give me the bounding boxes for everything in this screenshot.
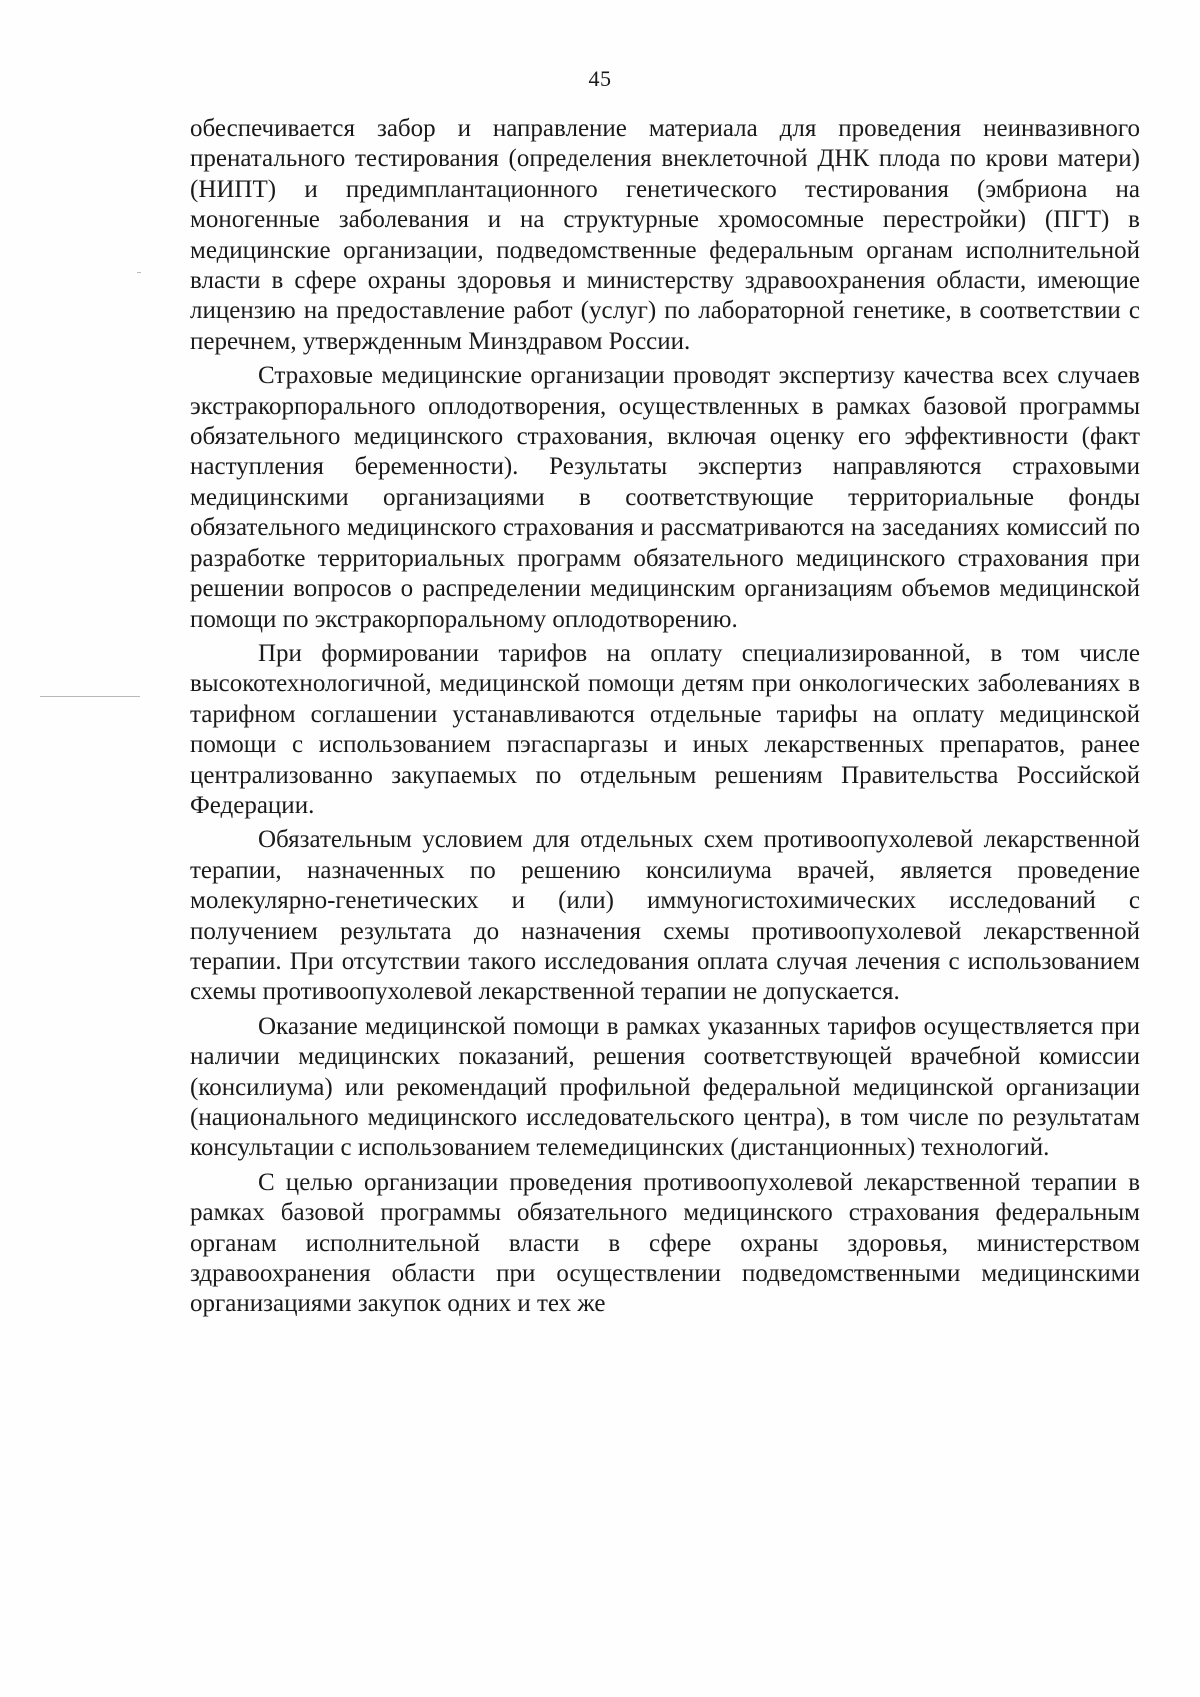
paragraph-procurement-therapy: С целью организации проведения противоопухолевой лекарственной терапии в рамках базовой программы обязательного медицинского страхования федеральным органам исполнительной власти в сфере охраны здоровья, министерством здравоохранения области при осуществлении подведомственными медицинскими организациями закупок одних и тех же xyxy=(190,1168,1140,1318)
paragraph-mandatory-molecular-testing: Обязательным условием для отдельных схем противоопухолевой лекарственной терапии, назначенных по решению консилиума врачей, является проведение молекулярно-генетических и (или) иммуногистохимических исследований с получением результата до назначения схемы противоопухолевой лекарственной терапии. При отсутствии такого исследования оплата случая лечения с использованием схемы противоопухолевой лекарственной терапии не допускается. xyxy=(190,826,1140,1006)
scan-artifact-dot xyxy=(137,272,141,273)
page-number: 45 xyxy=(588,66,612,91)
paragraph-tariffs-children-oncology: При формировании тарифов на оплату специализированной, в том числе высокотехнологичной, медицинской помощи детям при онкологических заболеваниях в тарифном соглашении устанавливаются отдельные тарифы на оплату медицинской помощи с использованием пэгаспаргазы и иных лекарственных препаратов, ранее централизованно закупаемых по отдельным решениям Правительства Российской Федерации. xyxy=(190,639,1140,819)
paragraph-medical-indications: Оказание медицинской помощи в рамках указанных тарифов осуществляется при наличии медицинских показаний, решения соответствующей врачебной комиссии (консилиума) или рекомендаций профильной федеральной медицинской организации (национального медицинского исследовательского центра), в том числе по результатам консультации с использованием телемедицинских (дистанционных) технологий. xyxy=(190,1012,1140,1162)
document-body xyxy=(190,114,1140,1324)
scan-artifact-line xyxy=(40,696,140,697)
paragraph-sampling-genetic-testing: обеспечивается забор и направление материала для проведения неинвазивного пренатального тестирования (определения внеклеточной ДНК плода по крови матери) (НИПТ) и предимплантационного генетического тестирования (эмбриона на моногенные заболевания и на структурные хромосомные перестройки) (ПГТ) в медицинские организации, подведомственные федеральным органам исполнительной власти в сфере охраны здоровья и министерству здравоохранения области, имеющие лицензию на предоставление работ (услуг) по лабораторной генетике, в соответствии с перечнем, утвержденным Минздравом России. xyxy=(190,115,1140,355)
paragraph-insurance-eco-expertise: Страховые медицинские организации проводят экспертизу качества всех случаев экстракорпорального оплодотворения, осуществленных в рамках базовой программы обязательного медицинского страхования, включая оценку его эффективности (факт наступления беременности). Результаты экспертиз направляются страховыми медицинскими организациями в соответствующие территориальные фонды обязательного медицинского страхования и рассматриваются на заседаниях комиссий по разработке территориальных программ обязательного медицинского страхования при решении вопросов о распределении медицинским организациям объемов медицинской помощи по экстракорпоральному оплодотворению. xyxy=(190,362,1140,633)
